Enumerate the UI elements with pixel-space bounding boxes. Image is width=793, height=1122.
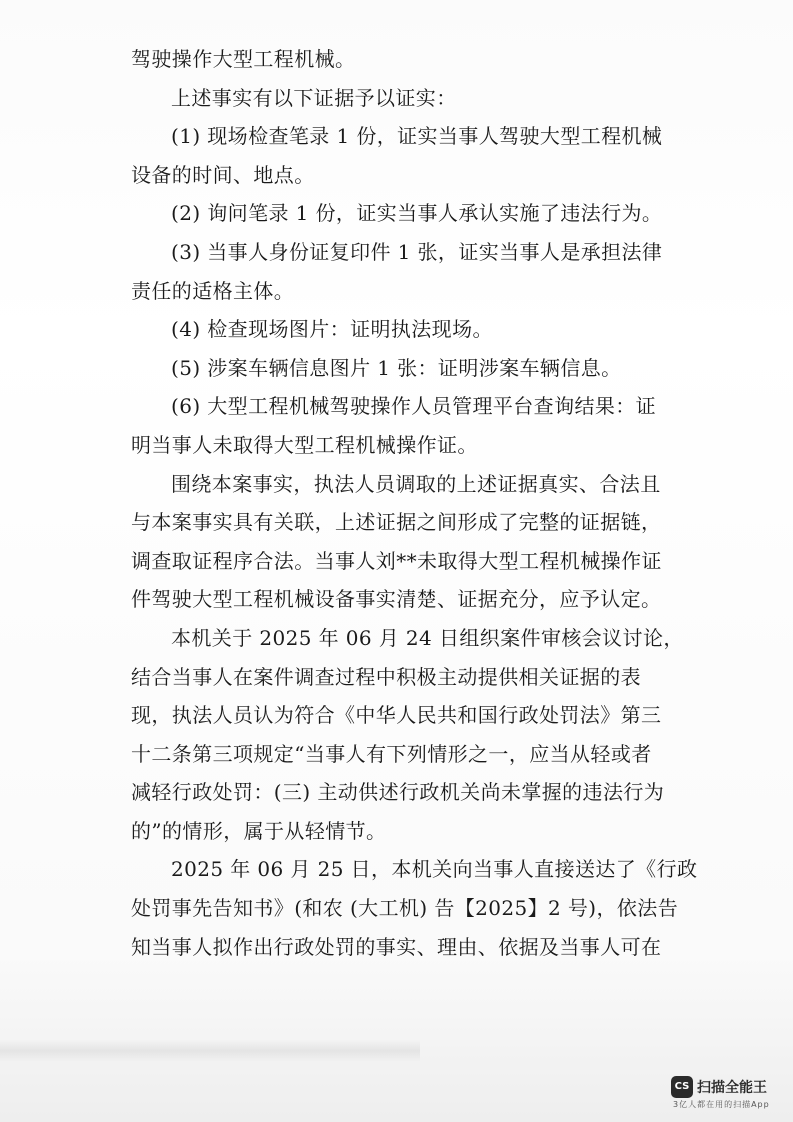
document-line: 现，执法人员认为符合《中华人民共和国行政处罚法》第三 bbox=[131, 703, 662, 728]
document-line: (5) 涉案车辆信息图片 1 张：证明涉案车辆信息。 bbox=[171, 355, 622, 380]
document-line: (3) 当事人身份证复印件 1 张，证实当事人是承担法律 bbox=[171, 239, 663, 264]
document-line: (6) 大型工程机械驾驶操作人员管理平台查询结果：证 bbox=[171, 394, 657, 419]
document-line: 2025 年 06 月 25 日，本机关向当事人直接送达了《行政 bbox=[171, 857, 698, 882]
document-line: 明当事人未取得大型工程机械操作证。 bbox=[131, 432, 478, 457]
scan-shadow bbox=[0, 1040, 420, 1062]
document-line: 知当事人拟作出行政处罚的事实、理由、依据及当事人可在 bbox=[131, 934, 662, 959]
document-line: 围绕本案事实，执法人员调取的上述证据真实、合法且 bbox=[171, 471, 661, 496]
watermark-app-name: 扫描全能王 bbox=[697, 1080, 767, 1096]
document-line: 件驾驶大型工程机械设备事实清楚、证据充分，应予认定。 bbox=[131, 587, 662, 612]
document-line: 本机关于 2025 年 06 月 24 日组织案件审核会议讨论， bbox=[171, 625, 684, 650]
document-line: 调查取证程序合法。当事人刘**未取得大型工程机械操作证 bbox=[131, 548, 662, 573]
document-line: 上述事实有以下证据予以证实： bbox=[171, 85, 457, 110]
document-line: 责任的适格主体。 bbox=[131, 278, 295, 303]
document-line: (1) 现场检查笔录 1 份，证实当事人驾驶大型工程机械 bbox=[171, 124, 663, 149]
watermark-tagline: 3亿人都在用的扫描App bbox=[673, 1100, 770, 1109]
document-body bbox=[131, 40, 731, 966]
document-line: 与本案事实具有关联，上述证据之间形成了完整的证据链， bbox=[131, 510, 662, 535]
scanner-watermark bbox=[671, 1074, 783, 1110]
document-line: 处罚事先告知书》(和农 (大工机) 告【2025】2 号)，依法告 bbox=[131, 896, 679, 921]
document-line: 驾驶操作大型工程机械。 bbox=[131, 47, 356, 71]
document-line: 设备的时间、地点。 bbox=[131, 162, 315, 187]
document-line: 十二条第三项规定“当事人有下列情形之一，应当从轻或者 bbox=[131, 741, 652, 766]
camscanner-logo-icon: CS bbox=[671, 1076, 693, 1098]
document-line: 的”的情形，属于从轻情节。 bbox=[131, 818, 387, 843]
document-line: (4) 检查现场图片：证明执法现场。 bbox=[171, 317, 493, 342]
document-line: 减轻行政处罚：(三) 主动供述行政机关尚未掌握的违法行为 bbox=[131, 780, 665, 805]
document-line: (2) 询问笔录 1 份，证实当事人承认实施了违法行为。 bbox=[171, 201, 663, 226]
document-line: 结合当事人在案件调查过程中积极主动提供相关证据的表 bbox=[131, 664, 641, 689]
